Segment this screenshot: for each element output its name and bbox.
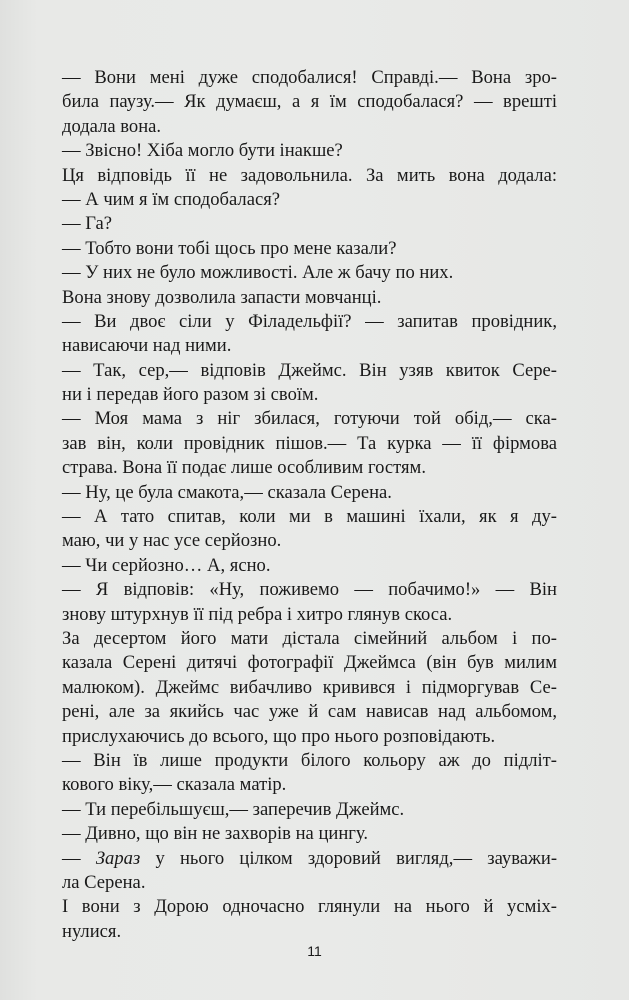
body-text	[62, 66, 557, 944]
text-line: — Вони мені дуже сподобалися! Справді.— Вона зро-	[62, 67, 557, 88]
text-line: — Ну, це була смакота,— сказала Серена.	[62, 481, 392, 503]
text-line: ла Серена.	[62, 871, 146, 893]
text-line: знову штурхнув її під ребра і хитро глянув скоса.	[62, 603, 453, 625]
text-line: — А чим я їм сподобалася?	[62, 188, 281, 210]
text-line: маю, чи у нас усе серйозно.	[62, 530, 282, 552]
line-rest: у нього цілком здоровий вигляд,— зауважи-	[140, 847, 558, 869]
text-line: нависаючи над ними.	[62, 335, 232, 357]
text-line: — Тобто вони тобі щось про мене казали?	[62, 237, 397, 259]
text-line: зав він, коли провідник пішов.— Та курка — її фірмова	[62, 432, 557, 454]
text-line: била паузу.— Як думаєш, а я їм сподобалася? — врешті	[62, 91, 557, 113]
text-line: — У них не було можливості. Але ж бачу по них.	[62, 262, 454, 284]
text-line: страва. Вона її подає лише особливим гостям.	[62, 457, 426, 479]
text-line: прислухаючись до всього, що про нього розповідають.	[62, 725, 496, 747]
text-line: кового віку,— сказала матір.	[62, 774, 287, 796]
text-line: ни і передав його разом зі своїм.	[62, 384, 319, 406]
line-prefix: —	[62, 847, 96, 869]
text-line: Ця відповідь її не задовольнила. За мить вона додала:	[62, 164, 557, 186]
text-line: — Він їв лише продукти білого кольору аж до підліт-	[62, 749, 557, 771]
text-line: рені, але за якийсь час уже й сам нависав над альбомом,	[62, 701, 557, 723]
text-line: — Я відповів: «Ну, поживемо — побачимо!» — Він	[62, 579, 557, 601]
text-line: — Ти перебільшуєш,— заперечив Джеймс.	[62, 798, 405, 820]
text-line: Вона знову дозволила запасти мовчанці.	[62, 286, 382, 308]
text-line: — А тато спитав, коли ми в машині їхали, як я ду-	[62, 506, 557, 528]
text-line: казала Серені дитячі фотографії Джеймса (він був милим	[62, 652, 557, 674]
text-line: додала вона.	[62, 115, 162, 137]
text-line: За десертом його мати дістала сімейний альбом і по-	[62, 627, 557, 649]
text-line: нулися.	[62, 920, 122, 942]
text-line: малюком). Джеймс вибачливо кривився і підморгував Се-	[62, 676, 557, 698]
text-line: І вони з Дорою одночасно глянули на нього й усміх-	[62, 896, 557, 918]
text-line: — Так, сер,— відповів Джеймс. Він узяв квиток Сере-	[62, 359, 557, 381]
text-line: — Моя мама з ніг збилася, готуючи той обід,— ска-	[62, 408, 557, 430]
text-line: — Га?	[62, 213, 113, 235]
text-line: — Ви двоє сіли у Філадельфії? — запитав провідник,	[62, 310, 557, 332]
italic-word: Зараз	[95, 847, 141, 869]
text-line: — Дивно, що він не захворів на цингу.	[62, 823, 369, 845]
text-line: — Чи серйозно… А, ясно.	[62, 554, 271, 576]
page-number: 11	[307, 943, 322, 959]
text-line	[62, 847, 557, 871]
text-line: — Звісно! Хіба могло бути інакше?	[62, 140, 343, 162]
